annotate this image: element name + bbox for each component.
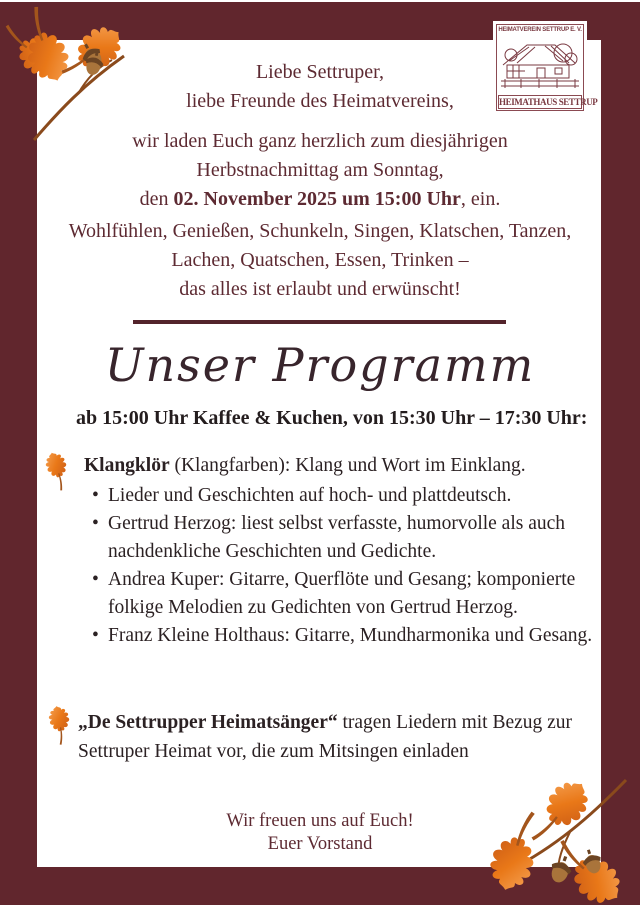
activities-text <box>37 217 603 304</box>
program-heading: Unser Programm <box>104 338 536 392</box>
invitation-line-2: Herbstnachmittag am Sonntag, <box>196 159 444 181</box>
act1-bullet: • Gertrud Herzog: liest selbst verfasste, humorvolle als auch nachdenkliche Geschichten und Gedichte. <box>108 510 599 566</box>
oak-leaf-bullet-icon <box>40 702 79 751</box>
act1-heading: Klangklör (Klangfarben): Klang und Wort im Einklang. <box>84 455 526 476</box>
act1-name: Klangklör <box>84 455 170 476</box>
farmhouse-icon <box>499 39 581 89</box>
club-logo-border <box>496 24 598 111</box>
program-act-heimatsaenger: „De Settrupper Heimatsänger“ tragen Liedern mit Bezug zur Settruper Heimat vor, die zum Mitsingen einladen <box>78 712 573 762</box>
closing-line-2: Euer Vorstand <box>267 834 373 854</box>
oak-leaf-bullet-icon <box>36 446 80 498</box>
club-logo <box>493 21 598 114</box>
invitation-line-3: den 02. November 2025 um 15:00 Uhr, ein. <box>139 188 501 210</box>
salutation-line-1: Liebe Settruper, <box>255 61 385 83</box>
activities-line-3: das alles ist erlaubt und erwünscht! <box>179 278 461 300</box>
autumn-leaves-top-left-icon <box>8 16 158 146</box>
act1-bullet-list <box>84 482 599 650</box>
program-schedule: ab 15:00 Uhr Kaffee & Kuchen, von 15:30 Uhr – 17:30 Uhr: <box>76 407 588 429</box>
act1-bullet: • Andrea Kuper: Gitarre, Querflöte und Gesang; komponierte folkige Melodien zu Gedichten von Gertrud Herzog. <box>108 566 599 622</box>
club-logo-association-name: HEIMATVEREIN SETTRUP E. V. <box>498 27 582 33</box>
activities-line-1: Wohlfühlen, Genießen, Schunkeln, Singen, Klatschen, Tanzen, <box>68 220 572 242</box>
activities-line-2: Lachen, Quatschen, Essen, Trinken – <box>171 249 469 271</box>
salutation-line-2: liebe Freunde des Heimatvereins, <box>186 90 454 112</box>
invitation-line-1: wir laden Euch ganz herzlich zum diesjährigen <box>132 130 508 152</box>
closing-line-1: Wir freuen uns auf Euch! <box>226 811 414 831</box>
club-logo-house-name: HEIMATHAUS SETTRUP <box>499 97 598 107</box>
event-datetime: 02. November 2025 um 15:00 Uhr <box>173 188 461 210</box>
divider-rule <box>133 320 506 324</box>
act2-name: „De Settrupper Heimatsänger“ <box>78 712 338 733</box>
act1-bullet: • Lieder und Geschichten auf hoch- und plattdeutsch. <box>108 482 599 510</box>
act1-bullet: • Franz Kleine Holthaus: Gitarre, Mundharmonika und Gesang. <box>108 622 599 650</box>
autumn-leaves-bottom-right-icon <box>470 762 640 905</box>
program-act-klangkloer <box>84 452 599 650</box>
